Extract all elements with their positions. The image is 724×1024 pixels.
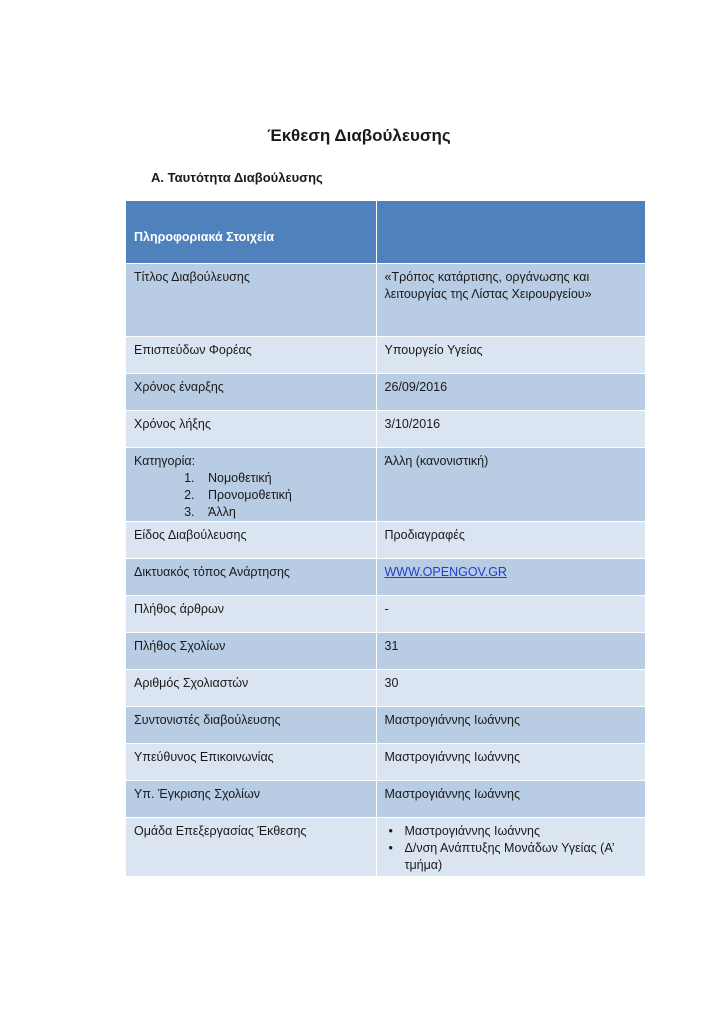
document-title-text: Έκθεση Διαβούλευσης	[267, 126, 451, 145]
table-row	[126, 522, 645, 559]
row-label: Υπ. Έγκρισης Σχολίων	[126, 781, 376, 818]
category-option: 3. Άλλη	[198, 504, 369, 521]
row-value: Μαστρογιάννης Ιωάννης	[376, 781, 645, 818]
table-row	[126, 818, 645, 877]
table-row	[126, 374, 645, 411]
row-label: Ομάδα Επεξεργασίας Έκθεσης	[126, 818, 376, 877]
row-label: Πλήθος άρθρων	[126, 596, 376, 633]
team-member: • Μαστρογιάννης Ιωάννης	[405, 823, 639, 840]
row-label: Πλήθος Σχολίων	[126, 633, 376, 670]
table-row	[126, 781, 645, 818]
row-label: Υπεύθυνος Επικοινωνίας	[126, 744, 376, 781]
row-value: 30	[376, 670, 645, 707]
row-value: 3/10/2016	[376, 411, 645, 448]
row-value-cell	[376, 559, 645, 596]
row-label: Κατηγορία:	[134, 454, 196, 468]
row-label: Τίτλος Διαβούλευσης	[126, 264, 376, 337]
header-cell-empty	[376, 201, 645, 264]
row-value: «Τρόπος κατάρτισης, οργάνωσης και λειτουργίας της Λίστας Χειρουργείου»	[376, 264, 645, 337]
row-label: Επισπεύδων Φορέας	[126, 337, 376, 374]
team-list	[385, 823, 639, 874]
table-header-row	[126, 201, 645, 264]
row-value: -	[376, 596, 645, 633]
category-options-list	[134, 470, 369, 521]
row-value: 31	[376, 633, 645, 670]
category-option: 2. Προνομοθετική	[198, 487, 369, 504]
table-row	[126, 264, 645, 337]
category-option: 1. Νομοθετική	[198, 470, 369, 487]
consultation-info-table	[126, 201, 645, 876]
row-value: 26/09/2016	[376, 374, 645, 411]
document-title	[0, 126, 724, 146]
section-heading: Α. Ταυτότητα Διαβούλευσης	[151, 170, 323, 185]
row-label: Χρόνος έναρξης	[126, 374, 376, 411]
table-row	[126, 744, 645, 781]
opengov-link[interactable]: WWW.OPENGOV.GR	[384, 565, 507, 579]
row-label: Συντονιστές διαβούλευσης	[126, 707, 376, 744]
row-label-cell	[126, 448, 376, 522]
team-member: • Δ/νση Ανάπτυξης Μονάδων Υγείας (Α’ τμήμα)	[405, 840, 639, 874]
header-cell-info: Πληροφοριακά Στοιχεία	[126, 201, 376, 264]
table-row	[126, 670, 645, 707]
row-value-cell	[376, 818, 645, 877]
row-value: Άλλη (κανονιστική)	[376, 448, 645, 522]
row-value: Μαστρογιάννης Ιωάννης	[376, 707, 645, 744]
table-row	[126, 707, 645, 744]
row-label: Αριθμός Σχολιαστών	[126, 670, 376, 707]
row-value: Υπουργείο Υγείας	[376, 337, 645, 374]
row-value: Μαστρογιάννης Ιωάννης	[376, 744, 645, 781]
table-row	[126, 411, 645, 448]
table-row	[126, 596, 645, 633]
table-row	[126, 559, 645, 596]
table-row	[126, 633, 645, 670]
table-row	[126, 337, 645, 374]
row-label: Χρόνος λήξης	[126, 411, 376, 448]
row-label: Δικτυακός τόπος Ανάρτησης	[126, 559, 376, 596]
row-value: Προδιαγραφές	[376, 522, 645, 559]
row-label: Είδος Διαβούλευσης	[126, 522, 376, 559]
table-row-category	[126, 448, 645, 522]
